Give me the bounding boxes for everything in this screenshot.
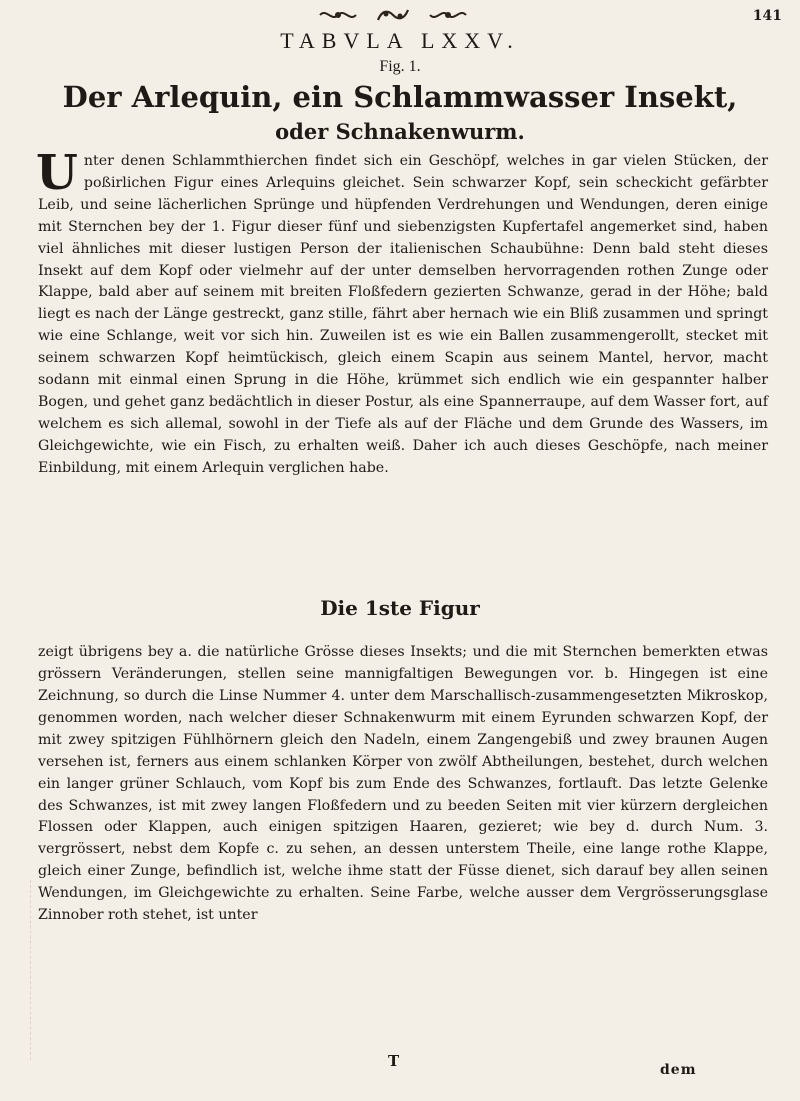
flourish-ornament-icon (428, 8, 468, 22)
catchword: dem (660, 1062, 697, 1078)
plate-heading: TABVLA LXXV. (280, 28, 520, 53)
drop-cap: U (36, 145, 78, 201)
signature-mark: T (388, 1052, 400, 1070)
paragraph-figure-text: zeigt übrigens bey a. die natürliche Grösse dieses Insekts; und die mit Sternchen bemerkten etwas grössern Veränderungen, stellen seine mannigfaltigen Bewegungen vor. b. Hingegen ist eine Zeichnung, so durch die Linse Nummer 4. unter dem Marschallisch-zusammengesetzten Mikroskop, genommen worden, nach welcher dieser Schnakenwurm mit einem Eyrunden schwarzen Kopf, der mit zwey spitzigen Fühlhörnern gleich den Nadeln, einem Zangengebiß und zwey braunen Augen versehen ist, ferners aus einem schlanken Körper von zwölf Abtheilungen, bestehet, durch welchen ein langer grüner Schlauch, vom Kopf bis zum Ende des Schwanzes, fortlauft. Das letzte Gelenke des Schwanzes, ist mit zwey langen Floßfedern und zu beeden Seiten mit vier kürzern dergleichen Flossen oder Klappen, auch einigen spitzigen Haaren, gezieret; wie bey d. durch Num. 3. vergrössert, nebst dem Kopfe c. zu sehen, an dessen unterstem Theile, eine lange rothe Klappe, gleich einer Zunge, befindlich ist, welche ihme statt der Füsse dienet, sich darauf bey allen seinen Wendungen, im Gleichgewichte zu erhalten. Seine Farbe, welche ausser dem Vergrösserungsglase Zinnober roth stehet, ist unter (38, 644, 768, 924)
page-subtitle: oder Schnakenwurm. (275, 119, 525, 144)
flourish-ornament-icon (318, 8, 358, 22)
paragraph-intro-text: nter denen Schlammthierchen findet sich ein Geschöpf, welches in gar vielen Stücken, der poßirlichen Figur eines Arlequins gleichet. Sein schwarzer Kopf, sein scheckicht gefärbter Leib, und seine lächerlichen Sprünge und hüpfenden Verdrehungen und Wendungen, deren einige mit Sternchen bey der 1. Figur dieser fünf und siebenzigsten Kupfertafel angemerket sind, haben viel ähnliches mit dieser lustigen Person der italienischen Schaubühne: Denn bald steht dieses Insekt auf dem Kopf oder vielmehr auf der unter demselben hervorragenden rothen Zunge oder Klappe, bald aber auf seinem mit breiten Floßfedern gezierten Schwanze, gerad in der Höhe; bald liegt es nach der Länge gestreckt, ganz stille, fährt aber hernach wie ein Bliß zusammen und springt wie eine Schlange, weit vor sich hin. Zuweilen ist es wie ein Ballen zusammengerollt, stecket mit seinem schwarzen Kopf heimtückisch, gleich einem Scapin aus seinem Mantel, hervor, macht sodann mit einmal einen Sprung in die Höhe, krümmet sich endlich wie ein gespannter halber Bogen, und gehet ganz bedächtlich in dieser Postur, als eine Spannerraupe, auf dem Wasser fort, auf welchem es sich allemal, sowohl in der Tiefe als auf der Fläche und dem Grunde des Wassers, im Gleichgewichte, wie ein Fisch, zu erhalten weiß. Daher ich auch dieses Geschöpfe, nach meiner Einbildung, mit einem Arlequin verglichen habe. (38, 153, 768, 476)
page-title: Der Arlequin, ein Schlammwasser Insekt, (62, 80, 738, 114)
header-ornament (318, 8, 468, 22)
flourish-ornament-icon (376, 8, 410, 22)
figure-label: Fig. 1. (379, 58, 421, 75)
page-number: 141 (752, 8, 782, 24)
paragraph-figure-description (38, 628, 768, 941)
margin-stain (30, 880, 41, 1060)
paragraph-intro (36, 145, 768, 480)
section-heading: Die 1ste Figur (320, 596, 480, 620)
